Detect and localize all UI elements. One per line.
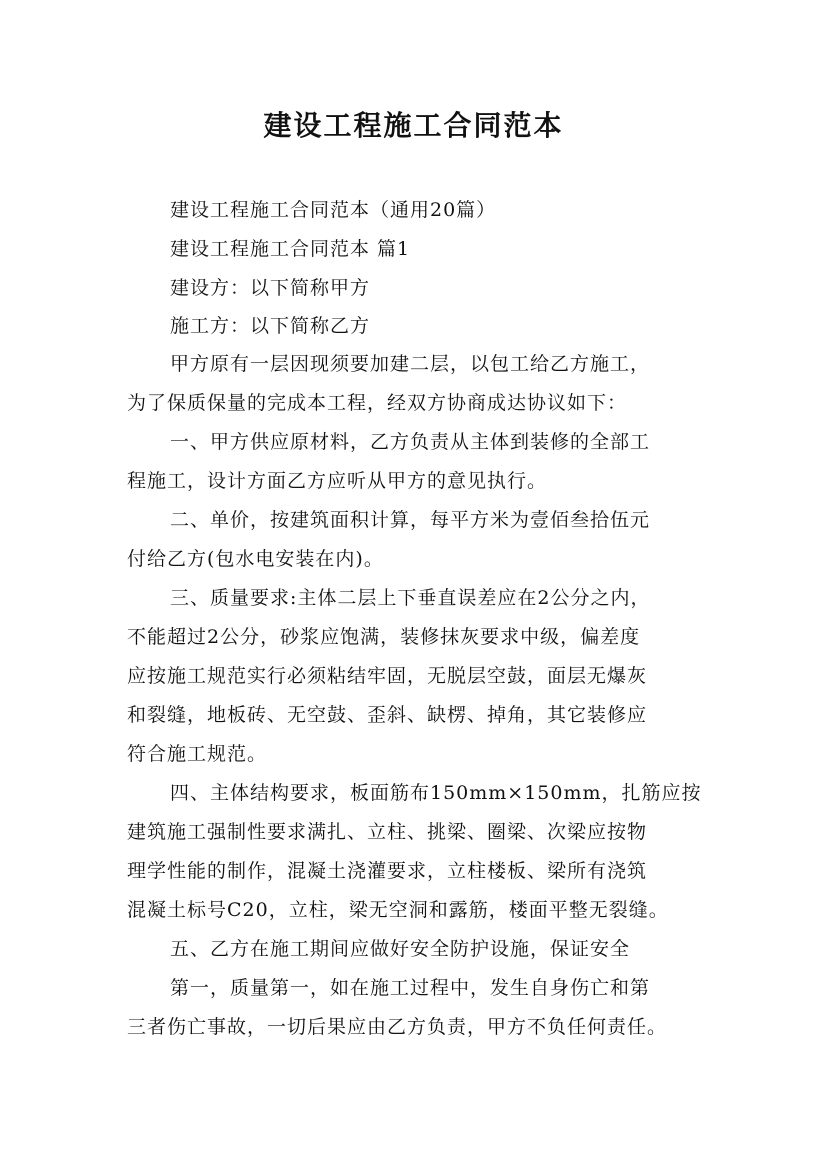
paragraph-line: 混凝土标号C20，立柱，梁无空洞和露筋，楼面平整无裂缝。 xyxy=(127,899,669,921)
paragraph-line: 符合施工规范。 xyxy=(127,743,268,765)
paragraph-line: 一、甲方供应原材料，乙方负责从主体到装修的全部工 xyxy=(170,431,651,453)
paragraph-line: 甲方原有一层因现须要加建二层，以包工给乙方施工， xyxy=(170,353,651,375)
paragraph-line: 应按施工规范实行必须粘结牢固，无脱层空鼓，面层无爆灰 xyxy=(127,665,648,687)
paragraph-line: 四、主体结构要求，板面筋布150mm×150mm，扎筋应按 xyxy=(170,782,702,804)
document-title: 建设工程施工合同范本 xyxy=(263,109,564,142)
paragraph-line: 五、乙方在施工期间应做好安全防护设施，保证安全 xyxy=(170,938,631,960)
paragraph-line: 为了保质保量的完成本工程，经双方协商成达协议如下： xyxy=(127,392,628,414)
party-a-line: 建设方：以下简称甲方 xyxy=(170,277,371,299)
paragraph-line: 建筑施工强制性要求满扎、立柱、挑梁、圈梁、次梁应按物 xyxy=(127,821,648,843)
document-subtitle: 建设工程施工合同范本（通用20篇） xyxy=(170,199,497,221)
paragraph-line: 不能超过2公分，砂浆应饱满，装修抹灰要求中级，偏差度 xyxy=(127,626,641,648)
paragraph-line: 付给乙方(包水电安装在内)。 xyxy=(127,548,384,570)
paragraph-line: 第一，质量第一，如在施工过程中，发生自身伤亡和第 xyxy=(170,977,651,999)
section-heading: 建设工程施工合同范本 篇1 xyxy=(170,238,411,260)
paragraph-line: 理学性能的制作，混凝土浇灌要求，立柱楼板、梁所有浇筑 xyxy=(127,860,648,882)
paragraph-line: 二、单价，按建筑面积计算，每平方米为壹佰叁拾伍元 xyxy=(170,509,651,531)
paragraph-line: 三者伤亡事故，一切后果应由乙方负责，甲方不负任何责任。 xyxy=(127,1016,668,1038)
party-b-line: 施工方：以下简称乙方 xyxy=(170,315,371,337)
paragraph-line: 三、质量要求:主体二层上下垂直误差应在2公分之内， xyxy=(170,587,651,609)
paragraph-line: 和裂缝，地板砖、无空鼓、歪斜、缺楞、掉角，其它装修应 xyxy=(127,704,648,726)
paragraph-line: 程施工，设计方面乙方应听从甲方的意见执行。 xyxy=(127,470,548,492)
